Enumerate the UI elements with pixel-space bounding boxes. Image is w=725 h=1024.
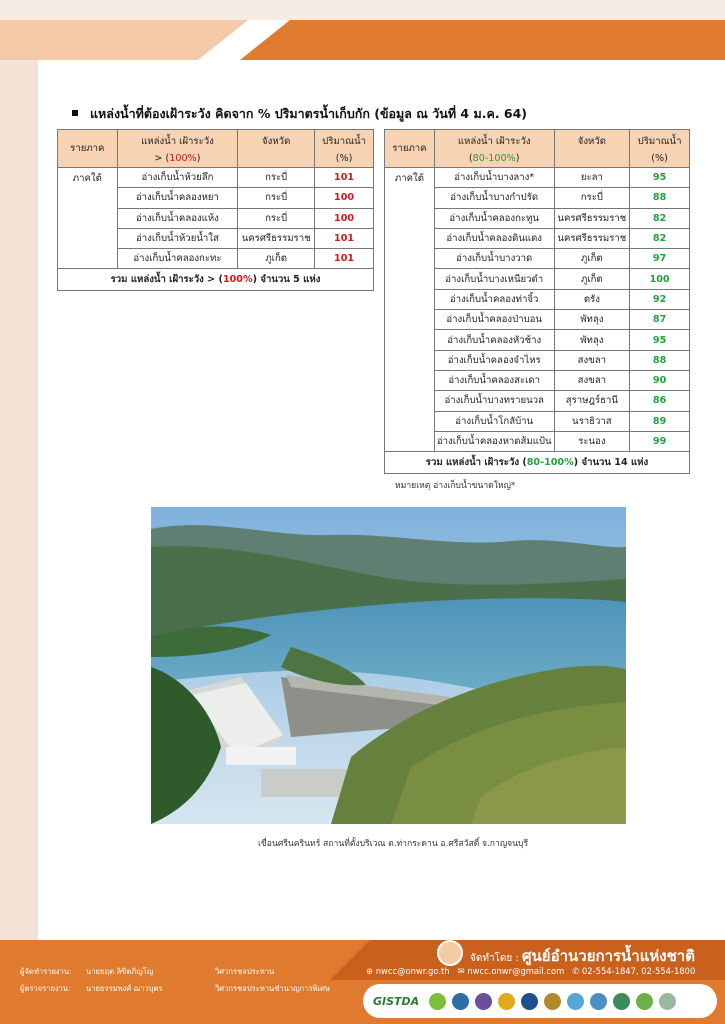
reservoir-name-cell: อ่างเก็บน้ำบางลาง* <box>434 168 554 188</box>
reservoir-name-cell: อ่างเก็บน้ำคลองหัวช้าง <box>434 330 554 350</box>
header-volume: ปริมาณน้ำ (%) <box>630 130 690 168</box>
partner-logos <box>363 984 717 1018</box>
bullet-icon <box>72 110 78 116</box>
email2-link[interactable]: nwcc.onwr@gmail.com <box>467 966 565 976</box>
leaf-logo <box>429 993 446 1010</box>
dept-logo-6 <box>567 993 584 1010</box>
mail-icon: ✉ <box>457 966 465 976</box>
checker-name: นายธรรมพงศ์ ฌาวบุตร <box>86 984 163 993</box>
dam-photo <box>151 507 626 824</box>
section-heading-text: แหล่งน้ำที่ต้องเฝ้าระวัง คิดจาก % ปริมาตรน้ำเก็บกัก (ข้อมูล ณ วันที่ 4 ม.ค. 64) <box>90 106 528 121</box>
province-cell: กระบี่ <box>238 168 315 188</box>
checker-title: วิศวกรชลประทานชำนาญการพิเศษ <box>215 984 330 993</box>
region-cell: ภาคใต้ <box>385 168 435 452</box>
reservoir-name-cell: อ่างเก็บน้ำบางทรายนวล <box>434 391 554 411</box>
reservoir-name-cell: อ่างเก็บน้ำคลองแห้ง <box>117 208 238 228</box>
volume-cell: 95 <box>630 168 690 188</box>
province-cell: ตรัง <box>554 289 630 309</box>
province-cell: พัทลุง <box>554 330 630 350</box>
volume-cell: 100 <box>315 188 374 208</box>
reservoir-name-cell: อ่างเก็บน้ำคลองสะเดา <box>434 370 554 390</box>
volume-cell: 101 <box>315 168 374 188</box>
watch-reservoirs-table <box>384 129 690 474</box>
province-cell: สุราษฎร์ธานี <box>554 391 630 411</box>
table-header-row <box>58 130 374 168</box>
reservoir-name-cell: อ่างเก็บน้ำห้วยน้ำใส <box>117 228 238 248</box>
volume-cell: 86 <box>630 391 690 411</box>
volume-cell: 97 <box>630 249 690 269</box>
total-row <box>385 452 690 474</box>
province-cell: สงขลา <box>554 350 630 370</box>
top-banner-graphic <box>0 0 725 60</box>
reporter-title: วิศวกรชลประทาน <box>215 967 275 976</box>
province-cell: ภูเก็ต <box>554 269 630 289</box>
header-province: จังหวัด <box>238 130 315 168</box>
volume-cell: 87 <box>630 310 690 330</box>
dept-logo-10 <box>659 993 676 1010</box>
reservoir-name-cell: อ่างเก็บน้ำห้วยลึก <box>117 168 238 188</box>
volume-cell: 99 <box>630 431 690 451</box>
volume-cell: 101 <box>315 228 374 248</box>
top-banner <box>0 0 725 60</box>
province-cell: ภูเก็ต <box>238 249 315 269</box>
brand-heading: จัดทำโดย : ศูนย์อำนวยการน้ำแห่งชาติ <box>470 947 695 965</box>
province-cell: ระนอง <box>554 431 630 451</box>
header-source: แหล่งน้ำ เฝ้าระวัง > (100%) <box>117 130 238 168</box>
web-icon: ⊕ <box>366 966 374 976</box>
province-cell: นครศรีธรรมราช <box>554 228 630 248</box>
table-row <box>58 168 374 188</box>
total-cell: รวม แหล่งน้ำ เฝ้าระวัง (80-100%) จำนวน 14 แห่ง <box>385 452 690 474</box>
left-margin-strip <box>0 60 38 940</box>
volume-cell: 92 <box>630 289 690 309</box>
province-cell: สงขลา <box>554 370 630 390</box>
province-cell: พัทลุง <box>554 310 630 330</box>
province-cell: ภูเก็ต <box>554 249 630 269</box>
dept-logo-8 <box>613 993 630 1010</box>
phone-icon: ✆ <box>572 966 580 976</box>
dept-logo-9 <box>636 993 653 1010</box>
volume-cell: 100 <box>630 269 690 289</box>
volume-cell: 88 <box>630 188 690 208</box>
volume-cell: 95 <box>630 330 690 350</box>
province-cell: นครศรีธรรมราช <box>238 228 315 248</box>
header-region: รายภาค <box>385 130 435 168</box>
dept-logo-4 <box>521 993 538 1010</box>
header-source: แหล่งน้ำ เฝ้าระวัง (80-100%) <box>434 130 554 168</box>
province-cell: นครศรีธรรมราช <box>554 208 630 228</box>
dept-logo-1 <box>452 993 469 1010</box>
dept-logo-7 <box>590 993 607 1010</box>
province-cell: กระบี่ <box>238 208 315 228</box>
reservoir-name-cell: อ่างเก็บน้ำคลองกะทะ <box>117 249 238 269</box>
volume-cell: 82 <box>630 208 690 228</box>
province-cell: นราธิวาส <box>554 411 630 431</box>
reservoir-name-cell: อ่างเก็บน้ำคลองหยา <box>117 188 238 208</box>
province-cell: ยะลา <box>554 168 630 188</box>
reservoir-name-cell: อ่างเก็บน้ำคลองดินแดง <box>434 228 554 248</box>
header-province: จังหวัด <box>554 130 630 168</box>
critical-reservoirs-table <box>57 129 374 291</box>
total-row <box>58 269 374 291</box>
dept-logo-2 <box>475 993 492 1010</box>
total-cell: รวม แหล่งน้ำ เฝ้าระวัง > (100%) จำนวน 5 แห่ง <box>58 269 374 291</box>
dept-logo-5 <box>544 993 561 1010</box>
contact-line <box>366 966 695 976</box>
phone-number: 02-554-1847, 02-554-1800 <box>581 966 696 976</box>
region-cell: ภาคใต้ <box>58 168 118 269</box>
table-header-row <box>385 130 690 168</box>
header-region: รายภาค <box>58 130 118 168</box>
checker-label: ผู้ตรวจรายงาน: <box>20 984 71 993</box>
gistda-logo: GISTDA <box>373 994 420 1008</box>
volume-cell: 101 <box>315 249 374 269</box>
province-cell: กระบี่ <box>554 188 630 208</box>
reservoir-name-cell: อ่างเก็บน้ำบางกำปรัด <box>434 188 554 208</box>
reservoir-name-cell: อ่างเก็บน้ำคลองป่าบอน <box>434 310 554 330</box>
volume-cell: 89 <box>630 411 690 431</box>
province-cell: กระบี่ <box>238 188 315 208</box>
remark-note: หมายเหตุ อ่างเก็บน้ำขนาดใหญ่* <box>395 481 516 491</box>
volume-cell: 90 <box>630 370 690 390</box>
email1-link[interactable]: nwcc@onwr.go.th <box>375 966 450 976</box>
volume-cell: 88 <box>630 350 690 370</box>
reporter-label: ผู้จัดทำรายงาน: <box>20 967 72 976</box>
reservoir-name-cell: อ่างเก็บน้ำคลองท่าจิ้ว <box>434 289 554 309</box>
photo-caption: เขื่อนศรีนครินทร์ สถานที่ตั้งบริเวณ ต.ท่ากระดาน อ.ศรีสวัสดิ์ จ.กาญจนบุรี <box>258 839 529 849</box>
volume-cell: 100 <box>315 208 374 228</box>
dam-illustration <box>151 507 626 824</box>
reservoir-name-cell: อ่างเก็บน้ำบางเหนียวดำ <box>434 269 554 289</box>
reservoir-name-cell: อ่างเก็บน้ำคลองจำไหร <box>434 350 554 370</box>
table-row <box>385 168 690 188</box>
reservoir-name-cell: อ่างเก็บน้ำคลองหาดส้มแป้น <box>434 431 554 451</box>
reservoir-name-cell: อ่างเก็บน้ำบางวาด <box>434 249 554 269</box>
dept-logo-3 <box>498 993 515 1010</box>
header-volume: ปริมาณน้ำ (%) <box>315 130 374 168</box>
reservoir-name-cell: อ่างเก็บน้ำคลองกะทูน <box>434 208 554 228</box>
volume-cell: 82 <box>630 228 690 248</box>
reporter-name: นายธฤต ลิขิตภิญโญ <box>86 967 154 976</box>
reservoir-name-cell: อ่างเก็บน้ำโกลับ้าน <box>434 411 554 431</box>
section-heading <box>72 104 527 124</box>
mascot-logo <box>437 940 463 966</box>
